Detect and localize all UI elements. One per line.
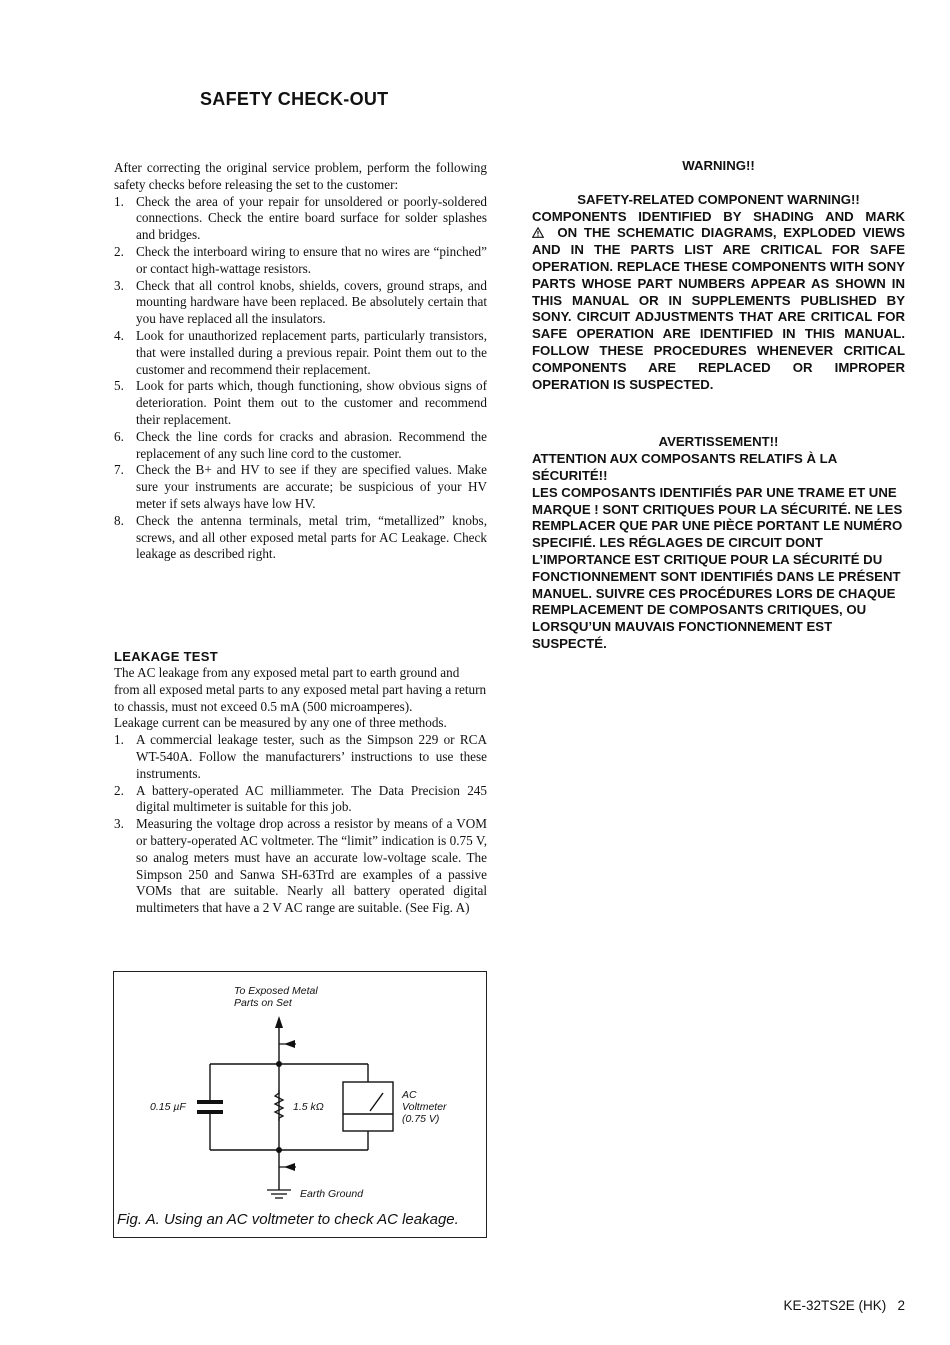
item-number: 3. <box>114 816 124 832</box>
figure-a-circuit <box>113 971 487 1238</box>
item-number: 1. <box>114 732 124 748</box>
warning-section <box>532 158 905 653</box>
voltmeter-needle <box>370 1093 383 1111</box>
item-number: 1. <box>114 193 124 209</box>
item-text: Check the antenna terminals, metal trim, “metallized” knobs, screws, and all other exposed metal parts for AC Leakage. Check leakage as described right. <box>136 512 487 562</box>
list-item <box>114 783 487 817</box>
junction-dot-top <box>276 1061 282 1067</box>
warning-heading: WARNING!! <box>682 158 755 173</box>
list-item <box>114 328 487 378</box>
voltmeter-label: AC Voltmeter (0.75 V) <box>402 1089 447 1125</box>
capacitor-plate-bottom <box>197 1110 223 1114</box>
list-item <box>114 816 487 917</box>
earth-ground-icon <box>267 1190 291 1198</box>
item-text: A battery-operated AC milliammeter. The Data Precision 245 digital multimeter is suitable for this job. <box>136 782 487 815</box>
list-item <box>114 244 487 278</box>
item-number: 3. <box>114 277 124 293</box>
list-item <box>114 513 487 563</box>
capacitor-label: 0.15 µF <box>150 1101 186 1113</box>
safety-checks-intro: After correcting the original service problem, perform the following safety checks before releasing the set to the customer: <box>114 160 487 192</box>
leakage-test-section <box>114 648 487 917</box>
leakage-test-heading: LEAKAGE TEST <box>114 649 218 664</box>
model-number: KE-32TS2E (HK) <box>783 1298 887 1313</box>
item-number: 7. <box>114 462 124 478</box>
list-item <box>114 378 487 428</box>
page-number: 2 <box>897 1298 905 1313</box>
warning-body <box>532 225 905 393</box>
item-text: Check the area of your repair for unsoldered or poorly-soldered connections. Check the entire board surface for solder splashes and bridges. <box>136 193 487 243</box>
item-text: Check the B+ and HV to see if they are specified values. Make sure your instruments are accurate; be suspicious of your HV meter if sets always have low HV. <box>136 462 487 511</box>
earth-ground-label: Earth Ground <box>300 1188 364 1200</box>
leakage-test-paragraph: The AC leakage from any exposed metal part to earth ground and from all exposed metal parts to any exposed metal part having a return to chassis, must not exceed 0.5 mA (500 microamperes). <box>114 665 487 714</box>
item-text: A commercial leakage tester, such as the Simpson 229 or RCA WT-540A. Follow the manufacturers’ instructions to use these instruments. <box>136 732 487 781</box>
item-number: 6. <box>114 428 124 444</box>
item-text: Look for parts which, though functioning, show obvious signs of deterioration. Point them out to the customer and recommend their replacement. <box>136 378 487 427</box>
item-text: Measuring the voltage drop across a resistor by means of a VOM or battery-operated AC voltmeter. The “limit” indication is 0.75 V, so analog meters must have an accurate low-voltage scale. The Simpson 250 and Sanwa SH-63Trd are examples of a passive VOMs that are suitable. Nearly all battery operated digital multimeters that have a 2 V AC range are suitable. (See Fig. A) <box>136 816 487 916</box>
junction-dot-bottom <box>276 1147 282 1153</box>
warning-subheading: SAFETY-RELATED COMPONENT WARNING!! <box>577 191 860 207</box>
avertissement-body: LES COMPOSANTS IDENTIFIÉS PAR UNE TRAME ET UNE MARQUE ! SONT CRITIQUES POUR LA SÉCURITÉ. NE LES REMPLACER QUE PAR UNE PIÈCE PORTANT LE NUMÉRO SPECIFIÉ. LES RÉGLAGES DE CIRCUIT DONT L’IMPORTANCE EST CRITIQUE POUR LA SÉCURITÉ DU FONCTIONNEMENT SONT IDENTIFIÉS DANS LE PRÉSENT MANUEL. SUIVRE CES PROCÉDURES LORS DE CHAQUE REMPLACEMENT DE COMPOSANTS CRITIQUES, OU LORSQU’UN MAUVAIS FONCTIONNEMENT EST SUSPECTÉ. <box>532 484 903 651</box>
list-item <box>114 194 487 244</box>
voltmeter-box <box>343 1082 393 1131</box>
item-number: 8. <box>114 512 124 528</box>
safety-checks-section <box>114 160 487 563</box>
safety-checks-list <box>114 194 487 564</box>
avertissement-heading: AVERTISSEMENT!! <box>658 434 779 450</box>
exposed-metal-label: To Exposed Metal Parts on Set <box>234 985 318 1009</box>
list-item <box>114 429 487 463</box>
item-text: Look for unauthorized replacement parts, particularly transistors, that were installed during a previous repair. Point them out to the customer and recommend their replacement. <box>136 327 487 377</box>
capacitor-plate-top <box>197 1100 223 1104</box>
up-arrow-icon <box>275 1016 283 1028</box>
item-text: Check that all control knobs, shields, covers, ground straps, and mounting hardware have been replaced. Be absolutely certain that you have replaced all the insulators. <box>136 277 487 327</box>
warning-line: COMPONENTS IDENTIFIED BY SHADING AND MARK <box>532 208 905 224</box>
avertissement-line: ATTENTION AUX COMPOSANTS RELATIFS À LA SÉCURITÉ!! <box>532 451 837 483</box>
page-title: SAFETY CHECK-OUT <box>200 89 389 109</box>
leakage-test-methods-intro: Leakage current can be measured by any one of three methods. <box>114 715 447 731</box>
list-item <box>114 732 487 782</box>
warning-triangle-icon <box>532 227 544 238</box>
resistor-label: 1.5 kΩ <box>293 1101 324 1113</box>
item-number: 2. <box>114 782 124 798</box>
page-footer <box>783 1298 905 1313</box>
figure-caption: Fig. A. Using an AC voltmeter to check AC leakage. <box>117 1211 459 1228</box>
leakage-methods-list <box>114 732 487 917</box>
item-text: Check the line cords for cracks and abrasion. Recommend the replacement of any such line cord to the customer. <box>136 428 487 461</box>
list-item <box>114 462 487 512</box>
warning-body-text: ON THE SCHEMATIC DIAGRAMS, EXPLODED VIEWS AND IN THE PARTS LIST ARE CRITICAL FOR SAFE OPERATION. REPLACE THESE COMPONENTS WITH SONY PARTS WHOSE PART NUMBERS APPEAR AS SHOWN IN THIS MANUAL OR IN SUPPLEMENTS PUBLISHED BY SONY. CIRCUIT ADJUSTMENTS THAT ARE CRITICAL FOR SAFE OPERATION ARE IDENTIFIED IN THIS MANUAL. FOLLOW THESE PROCEDURES WHENEVER CRITICAL COMPONENTS ARE REPLACED OR IMPROPER OPERATION IS SUSPECTED. <box>532 225 905 392</box>
list-item <box>114 278 487 328</box>
item-number: 5. <box>114 378 124 394</box>
item-number: 2. <box>114 243 124 259</box>
item-number: 4. <box>114 327 124 343</box>
item-text: Check the interboard wiring to ensure that no wires are “pinched” or contact high-wattage resistors. <box>136 243 487 276</box>
